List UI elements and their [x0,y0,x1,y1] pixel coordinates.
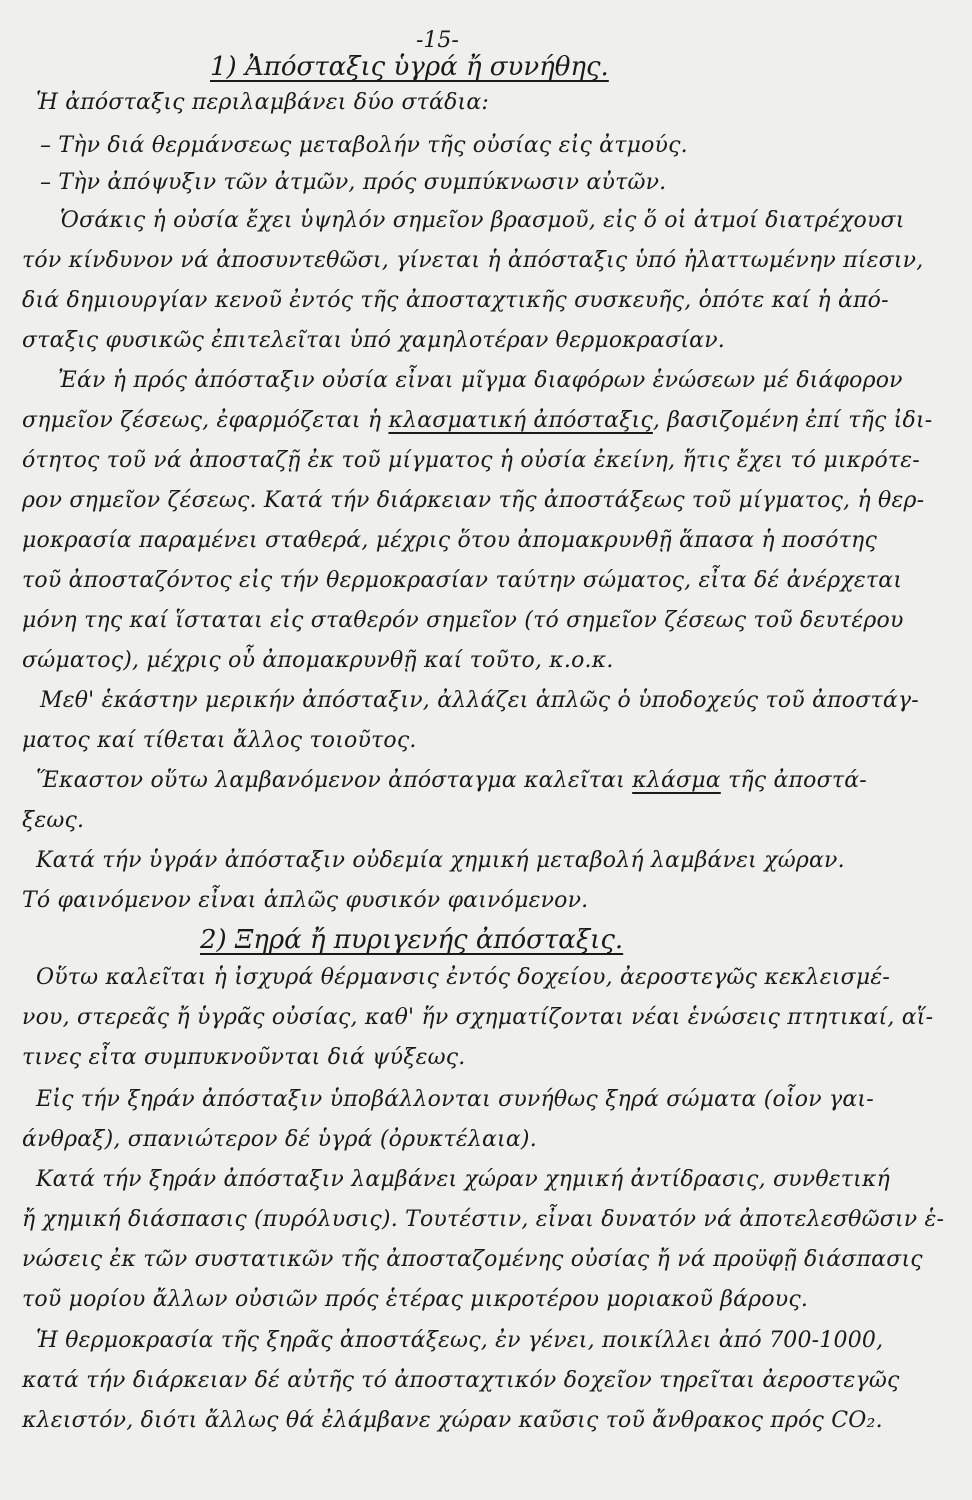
text-line: τοῦ μορίου ἄλλων οὐσιῶν πρός ἑτέρας μικροτέρου μοριακοῦ βάρους. [22,1287,809,1312]
text-line: ξεως. [22,808,85,833]
text-line: ἤ χημική διάσπασις (πυρόλυσις). Τουτέστιν, εἶναι δυνατόν νά ἀποτελεσθῶσιν ἑ- [22,1207,945,1232]
text-line: ματος καί τίθεται ἄλλος τοιοῦτος. [22,728,417,753]
page-number: -15- [416,28,459,53]
text-span: Ἕκαστον οὕτω λαμβανόμενον ἀπόσταγμα καλεῖται [36,768,633,793]
text-line [22,408,932,433]
text-line: κατά τήν διάρκειαν δέ αὐτῆς τό ἀποσταχτικόν δοχεῖον τηρεῖται ἀεροστεγῶς [22,1368,900,1393]
text-line: ρον σημεῖον ζέσεως. Κατά τήν διάρκειαν τῆς ἀποστάξεως τοῦ μίγματος, ἡ θερ- [22,488,925,513]
text-line: Τό φαινόμενον εἶναι ἁπλῶς φυσικόν φαινόμενον. [22,888,589,913]
text-line: Ἐάν ἡ πρός ἀπόσταξιν οὐσία εἶναι μῖγμα διαφόρων ἑνώσεων μέ διάφορον [58,368,903,393]
section-heading-1: 1) Ἀπόσταξις ὑγρά ἤ συνήθης. [210,52,609,82]
text-line: Εἰς τήν ξηράν ἀπόσταξιν ὑποβάλλονται συνήθως ξηρά σώματα (οἷον γαι- [36,1087,874,1112]
section-heading-2: 2) Ξηρά ἤ πυριγενής ἀπόσταξις. [200,925,624,955]
text-line: κλειστόν, διότι ἄλλως θά ἐλάμβανε χώραν καῦσις τοῦ ἄνθρακος πρός CO₂. [22,1408,883,1433]
text-line: μοκρασία παραμένει σταθερά, μέχρις ὅτου ἀπομακρυνθῇ ἅπασα ἡ ποσότης [22,528,877,553]
text-line: Ἡ θερμοκρασία τῆς ξηρᾶς ἀποστάξεως, ἐν γένει, ποικίλλει ἀπό 700-1000, [36,1328,884,1353]
text-line: Ἡ ἀπόσταξις περιλαμβάνει δύο στάδια: [36,90,490,115]
text-line: σώματος), μέχρις οὗ ἀπομακρυνθῇ καί τοῦτο, κ.ο.κ. [22,648,614,673]
text-line: νου, στερεᾶς ἤ ὑγρᾶς οὐσίας, καθ' ἥν σχηματίζονται νέαι ἑνώσεις πτητικαί, αἵ- [22,1005,934,1030]
text-line: μόνη της καί ἵσταται εἰς σταθερόν σημεῖον (τό σημεῖον ζέσεως τοῦ δευτέρου [22,608,904,633]
text-line: Οὕτω καλεῖται ἡ ἰσχυρά θέρμανσις ἐντός δοχείου, ἀεροστεγῶς κεκλεισμέ- [36,965,890,990]
text-line: νώσεις ἐκ τῶν συστατικῶν τῆς ἀποσταζομένης οὐσίας ἤ νά προϋφῇ διάσπασις [22,1247,923,1272]
text-span: σημεῖον ζέσεως, ἐφαρμόζεται ἡ [22,408,389,433]
text-line: τοῦ ἀποσταζόντος εἰς τήν θερμοκρασίαν ταύτην σώματος, εἶτα δέ ἀνέρχεται [22,568,903,593]
text-line: – Τὴν διά θερμάνσεως μεταβολήν τῆς οὐσίας εἰς ἀτμούς. [40,133,688,158]
text-line: ότητος τοῦ νά ἀποσταζῇ ἐκ τοῦ μίγματος ἡ οὐσία ἐκείνη, ἥτις ἔχει τό μικρότε- [22,448,920,473]
text-line: Κατά τήν ξηράν ἀπόσταξιν λαμβάνει χώραν χημική ἀντίδρασις, συνθετική [36,1167,890,1192]
text-line: – Τὴν ἀπόψυξιν τῶν ἀτμῶν, πρός συμπύκνωσιν αὐτῶν. [40,170,667,195]
text-span: , βασιζομένη ἐπί τῆς ἰδι- [652,408,933,433]
text-line: τόν κίνδυνον νά ἀποσυντεθῶσι, γίνεται ἡ ἀπόσταξις ὑπό ἠλαττωμένην πίεσιν, [22,248,924,273]
text-span: τῆς ἀποστά- [720,768,867,793]
text-line: Μεθ' ἑκάστην μερικήν ἀπόσταξιν, ἀλλάζει ἁπλῶς ὁ ὑποδοχεύς τοῦ ἀποστάγ- [40,688,919,713]
text-line [36,768,867,793]
text-line: τινες εἶτα συμπυκνοῦνται διά ψύξεως. [22,1045,466,1070]
underlined-term: κλάσμα [632,768,721,793]
text-line: άνθραξ), σπανιώτερον δέ ὑγρά (ὀρυκτέλαια). [22,1127,537,1152]
underlined-term: κλασματική ἀπόσταξις [388,408,653,433]
text-line: Κατά τήν ὑγράν ἀπόσταξιν οὐδεμία χημική μεταβολή λαμβάνει χώραν. [36,848,845,873]
text-line: σταξις φυσικῶς ἐπιτελεῖται ὑπό χαμηλοτέραν θερμοκρασίαν. [22,328,725,353]
text-line: Ὁσάκις ἡ οὐσία ἔχει ὑψηλόν σημεῖον βρασμοῦ, εἰς ὅ οἱ ἀτμοί διατρέχουσι [60,208,905,233]
text-line: διά δημιουργίαν κενοῦ ἐντός τῆς ἀποσταχτικῆς συσκευῆς, ὁπότε καί ἡ ἀπό- [22,288,889,313]
